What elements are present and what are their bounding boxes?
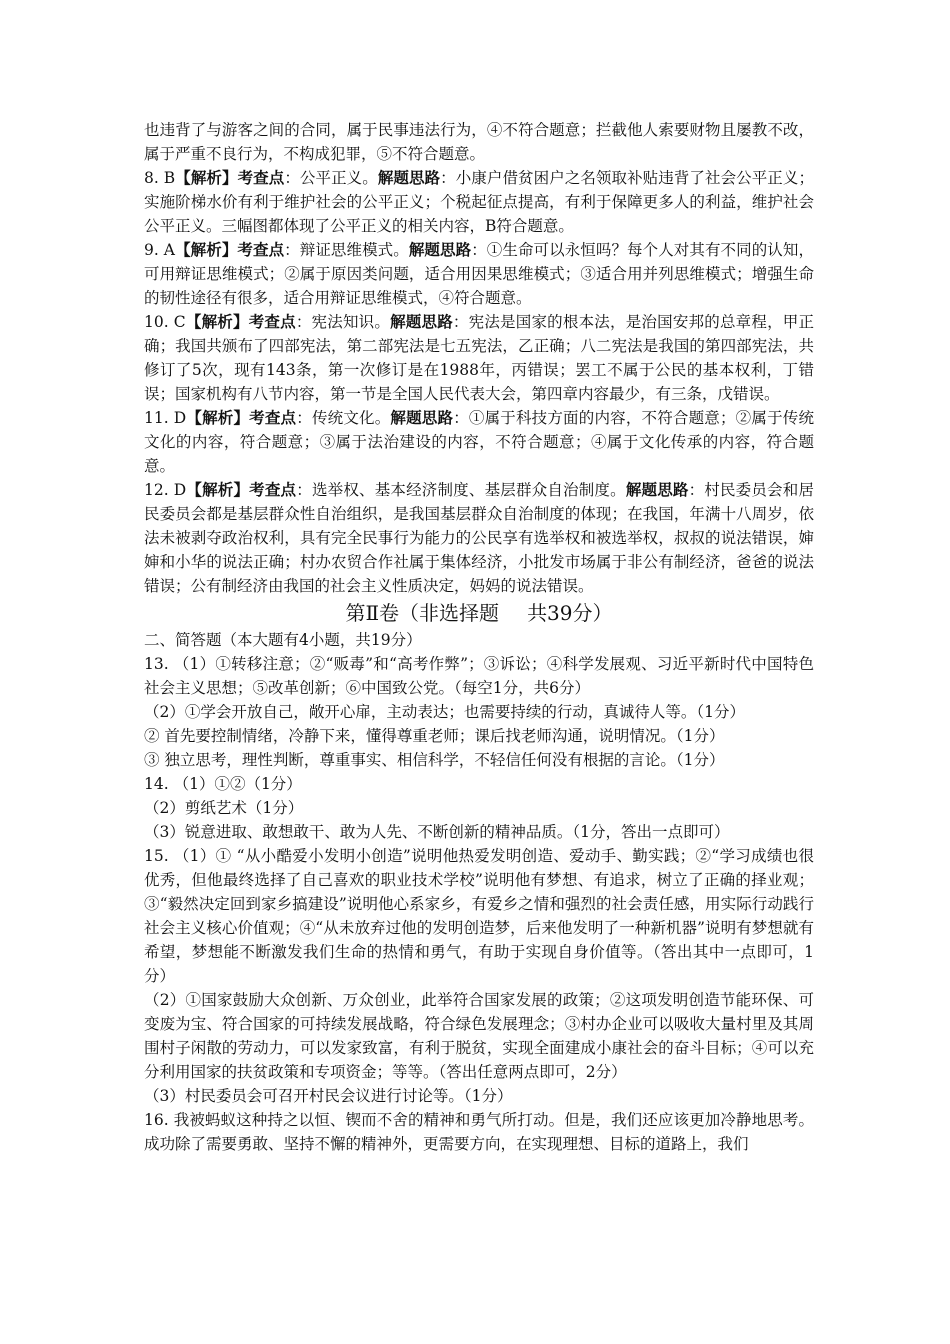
section-heading — [144, 598, 814, 628]
answer-13-part2: （2）①学会开放自己，敞开心扉，主动表达；也需要持续的行动，真诚待人等。（1分） — [144, 703, 745, 721]
answer-8-point: ：公平正义。 — [284, 169, 378, 187]
answer-10-tag2: 解题思路 — [390, 312, 453, 331]
answer-8-tag2: 解题思路 — [377, 168, 441, 187]
paragraph-continuation: 也违背了与游客之间的合同，属于民事违法行为，④不符合题意；拦截他人索要财物且屡教不改，属于严重不良行为，不构成犯罪，⑤不符合题意。 — [144, 121, 814, 163]
answer-9-tag: 【解析】考查点 — [175, 240, 285, 259]
answer-15-part3: （3）村民委员会可召开村民会议进行讨论等。（1分） — [144, 1087, 513, 1105]
answer-9-point: ：辩证思维模式。 — [284, 241, 409, 259]
answer-14-part3: （3）锐意进取、敢想敢干、敢为人先、不断创新的精神品质。（1分，答出一点即可） — [144, 823, 730, 841]
document-page — [144, 118, 814, 1156]
answer-10-number: 10. C — [144, 313, 186, 331]
answer-8 — [144, 166, 814, 238]
answer-10 — [144, 310, 814, 406]
answer-9-text: ：①生命可以永恒吗？每个人对其有不同的认知，可用辩证思维模式；②属于原因类问题，适合用因果思维模式；③适合用并列思维模式；增强生命的韧性途径有很多，适合用辩证思维模式，④符合题意。 — [144, 241, 814, 307]
answer-11-point: ：传统文化。 — [296, 409, 391, 427]
section-heading-right: 共39分） — [527, 601, 613, 625]
answer-11-text: ：①属于科技方面的内容，不符合题意；②属于传统文化的内容，符合题意；③属于法治建设的内容，不符合题意；④属于文化传承的内容，符合题意。 — [144, 409, 814, 475]
answer-11-number: 11. D — [144, 409, 187, 427]
answer-12-text: ：村民委员会和居民委员会都是基层群众性自治组织，是我国基层群众自治制度的体现；在我国，年满十八周岁，依法未被剥夺政治权利，具有完全民事行为能力的公民享有选举权和被选举权，叔叔的说法错误，婶婶和小华的说法正确；村办农贸合作社属于集体经济，小批发市场属于非公有制经济，爸爸的说法错误；公有制经济由我国的社会主义性质决定，妈妈的说法错误。 — [144, 481, 814, 595]
answer-11 — [144, 406, 814, 478]
answer-10-text: ：宪法是国家的根本法，是治国安邦的总章程，甲正确；我国共颁布了四部宪法，第二部宪法是七五宪法，乙正确；八二宪法是我国的第四部宪法，共修订了5次，现有143条，第一次修订是在1988年，丙错误；罢工不属于公民的基本权利，丁错误；国家机构有八节内容，第一节是全国人民代表大会，第四章内容最少，有三条，戊错误。 — [144, 313, 814, 403]
answer-11-tag: 【解析】考查点 — [186, 408, 297, 427]
answer-9-tag2: 解题思路 — [408, 240, 472, 259]
answer-10-point: ：宪法知识。 — [295, 313, 391, 331]
answer-15-part1: 15. （1）① “从小酷爱小发明小创造”说明他热爱发明创造、爱动手、勤实践；②“学习成绩也很优秀，但他最终选择了自己喜欢的职业技术学校”说明他有梦想、有追求，树立了正确的择业观；③“毅然决定回到家乡搞建设”说明他心系家乡，有爱乡之情和强烈的社会责任感，用实际行动践行社会主义核心价值观；④“从未放弃过他的发明创造梦，后来他发明了一种新机器”说明有梦想就有希望，梦想能不断激发我们生命的热情和勇气，有助于实现自身价值等。（答出其中一点即可，1分） — [144, 847, 814, 985]
answer-12-tag2: 解题思路 — [625, 480, 689, 499]
answer-13-part2-b: ② 首先要控制情绪，冷静下来，懂得尊重老师；课后找老师沟通，说明情况。（1分） — [144, 727, 725, 745]
answer-8-text: ：小康户借贫困户之名领取补贴违背了社会公平正义；实施阶梯水价有利于维护社会的公平正义；个税起征点提高，有利于保障更多人的利益，维护社会公平正义。三幅图都体现了公平正义的相关内容，B符合题意。 — [144, 169, 814, 235]
answer-14-part2: （2）剪纸艺术（1分） — [144, 799, 304, 817]
answer-16: 16. 我被蚂蚁这种持之以恒、锲而不舍的精神和勇气所打动。但是，我们还应该更加冷静地思考。成功除了需要勇敢、坚持不懈的精神外，更需要方向，在实现理想、目标的道路上，我们 — [144, 1111, 814, 1153]
answer-10-tag: 【解析】考查点 — [185, 312, 296, 331]
answer-11-tag2: 解题思路 — [390, 408, 454, 427]
answer-12-point: ：选举权、基本经济制度、基层群众自治制度。 — [296, 481, 626, 499]
answer-12 — [144, 478, 814, 598]
answer-9 — [144, 238, 814, 310]
section-heading-left: 第Ⅱ卷（非选择题 — [345, 601, 500, 625]
answer-15-part2: （2）①国家鼓励大众创新、万众创业，此举符合国家发展的政策；②这项发明创造节能环保、可变废为宝、符合国家的可持续发展战略，符合绿色发展理念；③村办企业可以吸收大量村里及其周围村子闲散的劳动力，可以发家致富，有利于脱贫，实现全面建成小康社会的奋斗目标；④可以充分利用国家的扶贫政策和专项资金；等等。（答出任意两点即可，2分） — [144, 991, 814, 1081]
answer-12-number: 12. D — [144, 481, 187, 499]
answer-12-tag: 【解析】考查点 — [186, 480, 297, 499]
answer-13-part2-c: ③ 独立思考，理性判断，尊重事实、相信科学，不轻信任何没有根据的言论。（1分） — [144, 751, 725, 769]
answer-8-number: 8. B — [144, 169, 176, 187]
section-2-title: 二、简答题（本大题有4小题，共19分） — [144, 631, 422, 649]
answer-8-tag: 【解析】考查点 — [175, 168, 285, 187]
answer-13-part1: 13. （1）①转移注意；②“贩毒”和“高考作弊”；③诉讼；④科学发展观、习近平新时代中国特色社会主义思想；⑤改革创新；⑥中国致公党。（每空1分，共6分） — [144, 655, 814, 697]
answer-14-part1: 14. （1）①②（1分） — [144, 775, 302, 793]
answer-9-number: 9. A — [144, 241, 175, 259]
